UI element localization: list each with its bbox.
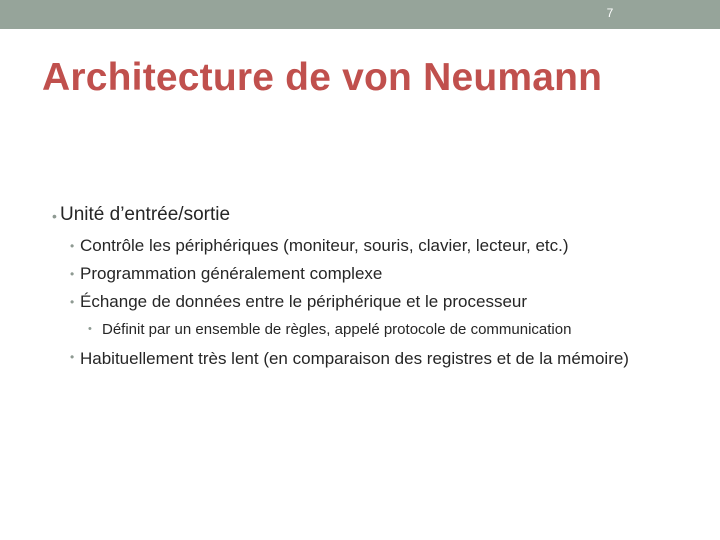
bullet-dot: • (70, 295, 75, 309)
bullet-dot: • (70, 239, 75, 253)
bullet-text: Échange de données entre le périphérique et le processeur (80, 292, 528, 311)
bullet-text: Programmation généralement complexe (80, 264, 383, 283)
bullet-dot: • (70, 350, 75, 364)
bullet-text: Définit par un ensemble de règles, appelé protocole de communication (102, 321, 572, 338)
slide-number: 7 (606, 6, 614, 20)
bullet-dot: • (70, 267, 75, 281)
bullet-text: Unité d’entrée/sortie (60, 204, 231, 225)
bullet-text: Contrôle les périphériques (moniteur, souris, clavier, lecteur, etc.) (80, 236, 569, 255)
slide-title: Architecture de von Neumann (42, 56, 603, 99)
bullet-dot: • (52, 208, 57, 224)
bullet-text: Habituellement très lent (en comparaison des registres et de la mémoire) (80, 349, 629, 368)
bullet-dot: • (88, 323, 92, 335)
